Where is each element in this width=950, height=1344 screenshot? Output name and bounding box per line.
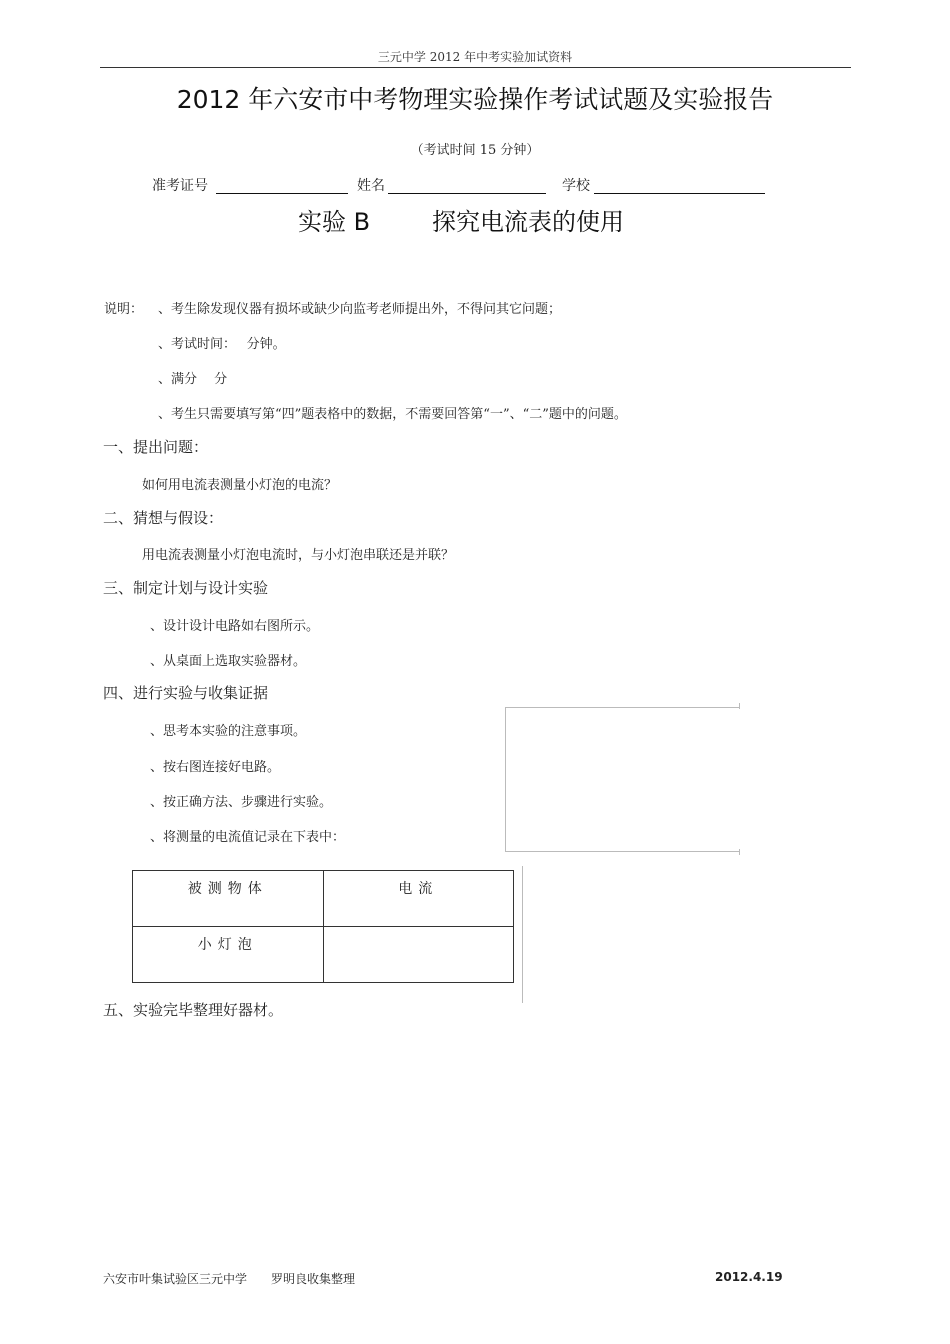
ticket-number-blank[interactable] (216, 193, 348, 194)
section-text-1: 如何用电流表测量小灯泡的电流？ (142, 478, 338, 493)
note-item: 、考生只需要填写第“四”题表格中的数据，不需要回答第“一”、“二”题中的问题。 (158, 407, 627, 422)
page-title: 2012 年六安市中考物理实验操作考试试题及实验报告 (176, 85, 774, 114)
result-table (132, 870, 514, 983)
section-text-2: 用电流表测量小灯泡电流时，与小灯泡串联还是并联？ (142, 548, 455, 563)
school-label: 学校 (562, 178, 590, 194)
experiment-name: 探究电流表的使用 (432, 208, 624, 236)
section-item: 、将测量的电流值记录在下表中： (150, 830, 346, 845)
table-row (133, 927, 514, 983)
table-header-current: 电流 (323, 871, 514, 927)
experiment-code: 实验 B (298, 208, 371, 236)
section-heading-3: 三、制定计划与设计实验 (103, 579, 269, 597)
table-header-object: 被测物体 (133, 871, 324, 927)
section-item: 、设计设计电路如右图所示。 (150, 619, 320, 634)
section-heading-2: 二、猜想与假设： (103, 509, 224, 527)
footer-date: 2012.4.19 (715, 1270, 783, 1284)
note-item: 、考生除发现仪器有损坏或缺少向监考老师提出外，不得问其它问题； (158, 302, 562, 317)
ticket-number-label: 准考证号 (152, 178, 208, 194)
name-blank[interactable] (388, 193, 546, 194)
section-heading-1: 一、提出问题： (103, 438, 209, 456)
table-cell-current-value[interactable] (323, 927, 514, 983)
header-rule (100, 67, 851, 68)
note-item: 、满分 分 (158, 372, 228, 387)
notes-label: 说明： (104, 302, 144, 317)
note-item: 、考试时间： 分钟。 (158, 337, 286, 352)
name-label: 姓名 (357, 178, 385, 194)
section-heading-5: 五、实验完毕整理好器材。 (103, 1001, 284, 1019)
page-header: 三元中学 2012 年中考实验加试资料 (377, 50, 573, 64)
section-item: 、从桌面上选取实验器材。 (150, 654, 307, 669)
section-heading-4: 四、进行实验与收集证据 (103, 684, 269, 702)
section-item: 、思考本实验的注意事项。 (150, 724, 307, 739)
school-blank[interactable] (594, 193, 765, 194)
table-header-row (133, 871, 514, 927)
exam-time: （考试时间 15 分钟） (410, 143, 540, 158)
table-cell-object: 小灯泡 (133, 927, 324, 983)
section-item: 、按正确方法、步骤进行实验。 (150, 795, 333, 810)
section-item: 、按右图连接好电路。 (150, 760, 281, 775)
footer-left: 六安市叶集试验区三元中学 罗明良收集整理 (103, 1272, 356, 1286)
